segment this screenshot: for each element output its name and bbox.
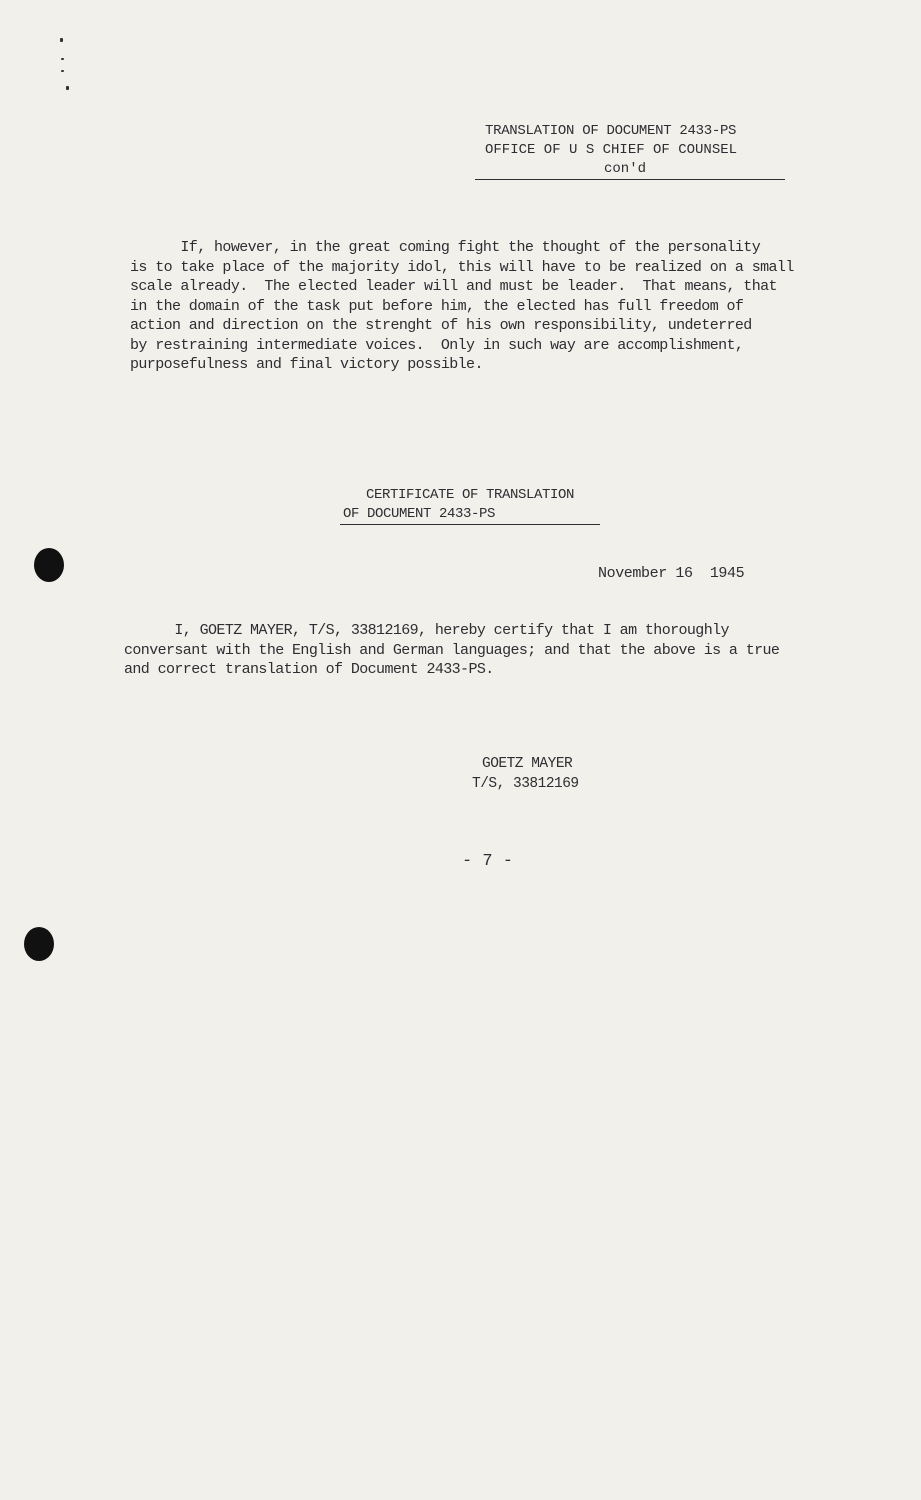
document-header bbox=[475, 122, 785, 180]
body-paragraph: If, however, in the great coming fight the thought of the personality is to take place of the majority idol, this will have to be realized on a small scale already. The elected leader will and must be leader. That means, that in the domain of the task put before him, the elected has full freedom of action and direction on the strenght of his own responsibility, undeterred by restraining intermediate voices. Only in such way are accomplishment, purposefulness and final victory possible. bbox=[130, 239, 794, 373]
signature-name: GOETZ MAYER bbox=[482, 756, 573, 772]
signature-serial: T/S, 33812169 bbox=[472, 775, 579, 792]
punch-hole-bottom bbox=[24, 927, 54, 961]
certificate-title bbox=[340, 486, 600, 525]
margin-speck bbox=[66, 86, 69, 90]
signature-block bbox=[472, 755, 612, 794]
certificate-date: November 16 1945 bbox=[598, 565, 745, 582]
margin-speck bbox=[60, 38, 63, 42]
page-number: - 7 - bbox=[462, 852, 514, 871]
certificate-title-line1: CERTIFICATE OF TRANSLATION bbox=[365, 487, 575, 503]
margin-speck bbox=[61, 58, 64, 60]
header-translation-line: TRANSLATION OF DOCUMENT 2433-PS bbox=[485, 123, 737, 139]
certificate-title-line2: OF DOCUMENT 2433-PS bbox=[340, 505, 600, 525]
punch-hole-top bbox=[34, 548, 64, 582]
header-continued-line: con'd bbox=[475, 160, 785, 180]
header-office-line: OFFICE OF U S CHIEF OF COUNSEL bbox=[485, 142, 738, 158]
margin-speck bbox=[61, 70, 64, 72]
certificate-statement: I, GOETZ MAYER, T/S, 33812169, hereby certify that I am thoroughly conversant with the English and German languages; and that the above is a true and correct translation of Document 2433-PS. bbox=[124, 622, 780, 678]
